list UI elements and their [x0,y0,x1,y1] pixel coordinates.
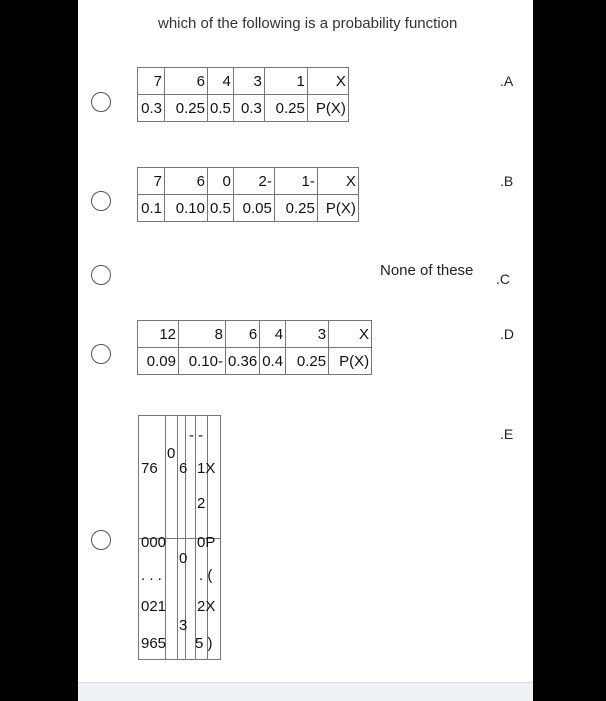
table-cell: 0.1 [138,195,165,222]
option-c-text: None of these [380,262,474,279]
table-glyph: 000 [141,534,167,551]
table-cell: 0.25 [286,348,329,375]
table-cell: X [329,321,372,348]
bottom-strip [78,682,533,701]
option-d-table [137,320,372,375]
table-cell: 4 [208,68,234,95]
table-cell: 0.05 [233,195,274,222]
table-glyph: 5 ) [195,635,213,652]
table-glyph: 2 [197,495,206,512]
option-b-table [137,167,359,222]
option-d-letter: .D [500,326,514,342]
table-cell: 1 [264,68,307,95]
table-cell: 3 [233,68,264,95]
x-row [138,168,359,195]
table-cell: P(X) [307,95,348,122]
table-glyph: . ( [199,567,213,584]
x-row [138,321,372,348]
option-c-radio[interactable] [91,265,111,285]
table-cell: 0.25 [165,95,208,122]
table-cell: P(X) [329,348,372,375]
table-cell: X [317,168,358,195]
table-cell: 2- [233,168,274,195]
table-glyph: 021 [141,598,167,615]
option-e-radio[interactable] [91,530,111,550]
table-glyph: 1X [197,460,216,477]
option-e-table [138,415,221,660]
option-b-radio[interactable] [91,191,111,211]
table-cell: 7 [138,168,165,195]
table-glyph: 0 [179,550,188,567]
table-glyph: 3 [179,617,188,634]
table-cell: 0.10 [165,195,208,222]
table-glyph: 0P [197,534,216,551]
table-cell: 4 [260,321,286,348]
option-a-letter: .A [500,73,514,89]
table-cell: 3 [286,321,329,348]
option-e-letter: .E [500,426,514,442]
table-cell: 7 [138,68,165,95]
table-cell: 8 [179,321,226,348]
table-cell: 0.25 [264,95,307,122]
table-glyph: 0 [167,445,176,462]
table-cell: 6 [165,168,208,195]
option-a-table [137,67,349,122]
table-cell: 0.5 [208,195,234,222]
table-glyph: 6 [179,460,188,477]
table-cell: 12 [138,321,179,348]
table-cell: 0.4 [260,348,286,375]
table-cell: P(X) [317,195,358,222]
table-cell: 0.10- [179,348,226,375]
x-row [138,68,349,95]
table-cell: 0.09 [138,348,179,375]
table-cell: 0.36 [226,348,260,375]
p-row [138,95,349,122]
table-cell: 0.3 [233,95,264,122]
option-b-letter: .B [500,173,514,189]
p-row [138,348,372,375]
table-glyph: - - [189,427,204,444]
table-cell: 0 [208,168,234,195]
table-cell: 0.3 [138,95,165,122]
table-cell: X [307,68,348,95]
table-cell: 0.5 [208,95,234,122]
question-text: which of the following is a probability function [158,15,458,32]
table-cell: 6 [165,68,208,95]
table-cell: 0.25 [274,195,317,222]
option-c-letter: .C [496,271,510,287]
option-d-radio[interactable] [91,344,111,364]
table-glyph: . . . [141,567,162,584]
option-a-radio[interactable] [91,92,111,112]
table-glyph: 2X [197,598,216,615]
p-row [138,195,359,222]
table-glyph: 76 [141,460,158,477]
table-glyph: 965 [141,635,167,652]
table-cell: 1- [274,168,317,195]
table-cell: 6 [226,321,260,348]
